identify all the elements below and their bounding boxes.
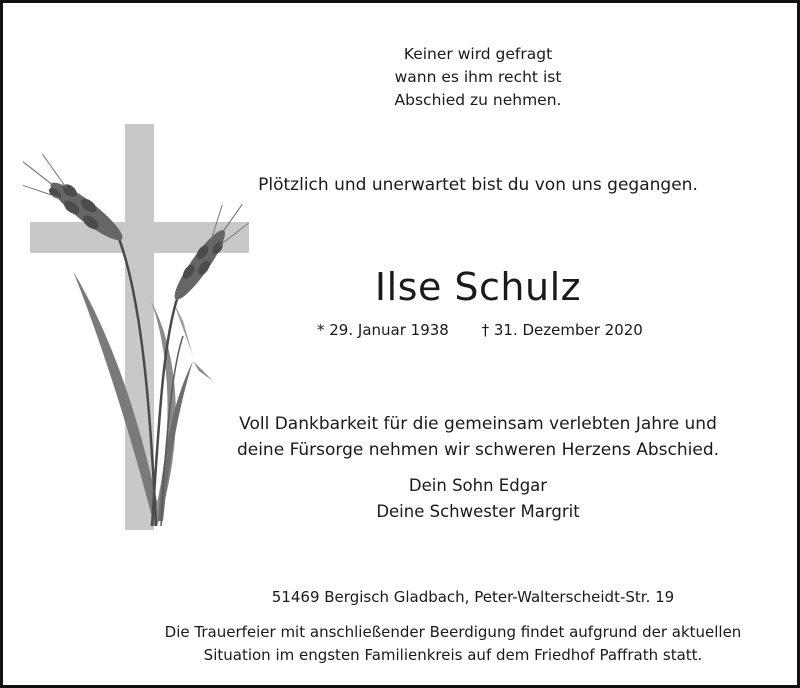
thanks-text bbox=[193, 411, 763, 463]
intro-text: Plötzlich und unerwartet bist du von uns gegangen. bbox=[258, 175, 698, 195]
poem-line: Keiner wird gefragt bbox=[403, 45, 553, 63]
mourner-sister: Deine Schwester Margrit bbox=[376, 502, 580, 521]
life-dates bbox=[303, 321, 653, 339]
cross-with-wheat-icon bbox=[23, 121, 263, 536]
funeral-info bbox=[133, 621, 773, 667]
thanks-line: Voll Dankbarkeit für die gemeinsam verlebten Jahre und bbox=[239, 414, 717, 434]
funeral-line: Situation im engsten Familienkreis auf dem Friedhof Paffrath statt. bbox=[203, 646, 703, 664]
address: 51469 Bergisch Gladbach, Peter-Walterscheidt-Str. 19 bbox=[271, 588, 675, 606]
funeral-line: Die Trauerfeier mit anschließender Beerdigung findet aufgrund der aktuellen bbox=[164, 623, 742, 641]
thanks-line: deine Fürsorge nehmen wir schweren Herzens Abschied. bbox=[236, 440, 720, 460]
mourners bbox=[323, 473, 633, 525]
mourner-son: Dein Sohn Edgar bbox=[408, 476, 548, 495]
deceased-name: Ilse Schulz bbox=[374, 265, 582, 309]
poem-line: Abschied zu nehmen. bbox=[394, 91, 562, 109]
poem bbox=[333, 43, 623, 112]
death-date: † 31. Dezember 2020 bbox=[481, 321, 643, 339]
poem-line: wann es ihm recht ist bbox=[394, 68, 562, 86]
birth-date: * 29. Januar 1938 bbox=[317, 321, 449, 339]
